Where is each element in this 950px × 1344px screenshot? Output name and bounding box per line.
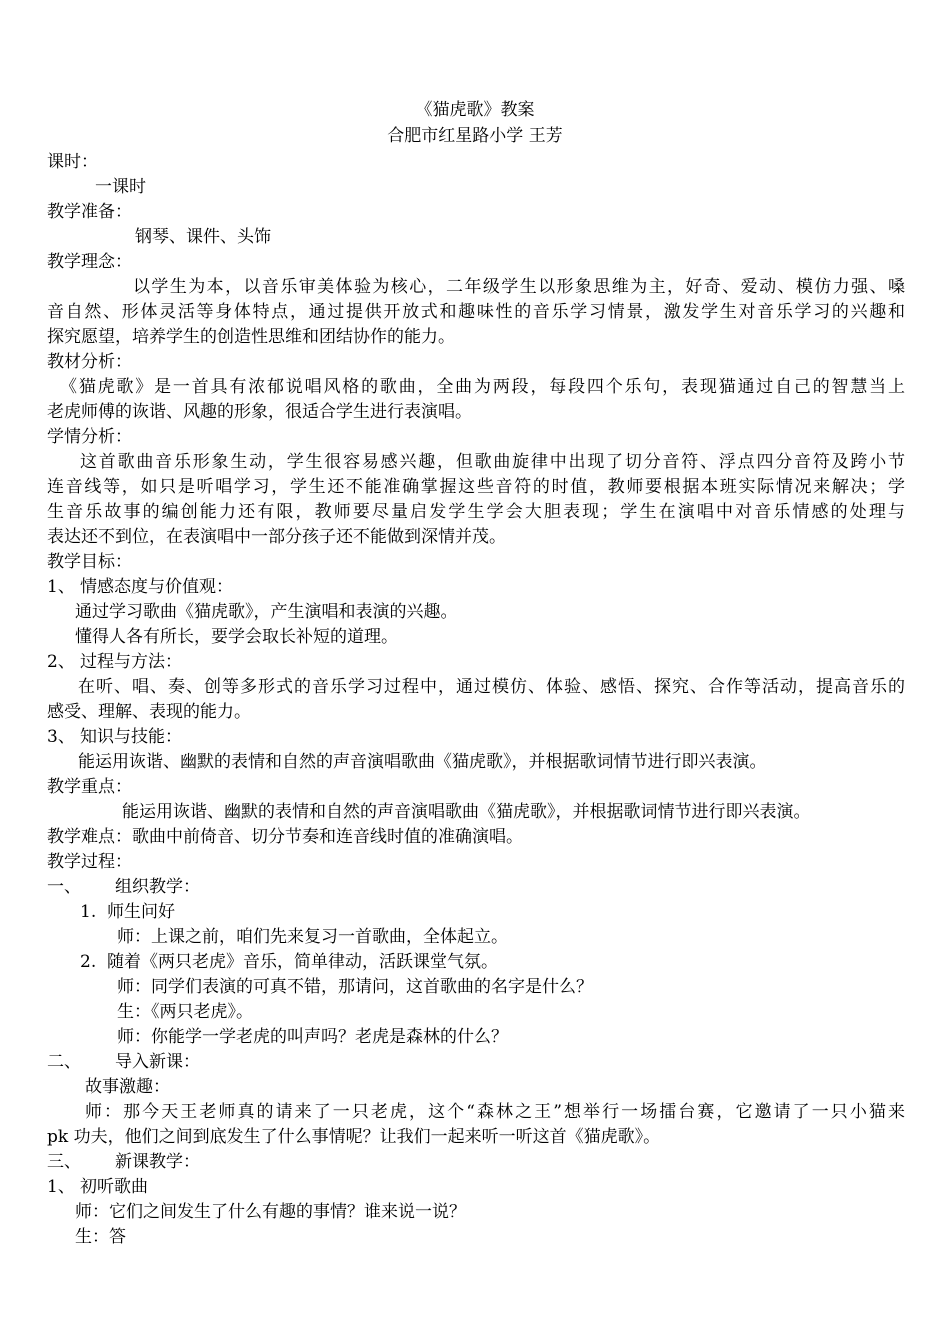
- section1-item1-text: 师生问好: [107, 902, 175, 922]
- section1-item1-line: 师：上课之前，咱们先来复习一首歌曲，全体起立。: [117, 927, 508, 947]
- prep-value: 钢琴、课件、头饰: [135, 227, 271, 247]
- section3-item1-number: 1、: [47, 1177, 75, 1197]
- goal1-title: 情感态度与价值观：: [80, 577, 233, 597]
- student-label: 学情分析：: [47, 427, 132, 447]
- lesson-time-value: 一课时: [95, 177, 146, 197]
- section1-item2-line: 师：同学们表演的可真不错，那请问，这首歌曲的名字是什么？: [117, 977, 593, 997]
- section3-item1-text: 初听歌曲: [80, 1177, 148, 1197]
- section3-title: 新课教学：: [115, 1152, 200, 1172]
- section3-line: 师：它们之间发生了什么有趣的事情？谁来说一说？: [75, 1202, 466, 1222]
- author-line: 合肥市红星路小学 王芳: [387, 126, 563, 146]
- concept-line: 以学生为本，以音乐审美体验为核心，二年级学生以形象思维为主，好奇、爱动、模仿力强、嗓: [133, 277, 905, 297]
- goal1-line: 通过学习歌曲《猫虎歌》，产生演唱和表演的兴趣。: [75, 602, 458, 622]
- section2-subtitle: 故事激趣：: [85, 1077, 170, 1097]
- concept-line: 探究愿望，培养学生的创造性思维和团结协作的能力。: [47, 327, 455, 347]
- process-label: 教学过程：: [47, 852, 132, 872]
- goal3-title: 知识与技能：: [80, 727, 182, 747]
- section1-item1-number: 1.: [80, 902, 97, 922]
- lesson-time-label: 课时：: [47, 152, 98, 172]
- concept-label: 教学理念：: [47, 252, 132, 272]
- section2-title: 导入新课：: [115, 1052, 200, 1072]
- section1-item2-number: 2.: [80, 952, 97, 972]
- key-point-label: 教学重点：: [47, 777, 132, 797]
- goal2-line: 感受、理解、表现的能力。: [47, 702, 251, 722]
- goal2-line: 在听、唱、奏、创等多形式的音乐学习过程中，通过模仿、体验、感悟、探究、合作等活动，提高音乐的: [78, 677, 905, 697]
- page-title: 《猫虎歌》教案: [415, 100, 535, 120]
- goal1-number: 1、: [47, 577, 75, 597]
- student-line: 连音线等，如只是听唱学习，学生还不能准确掌握这些音符的时值，教师要根据本班实际情况来解决；学: [47, 477, 905, 497]
- material-line: 《猫虎歌》是一首具有浓郁说唱风格的歌曲，全曲为两段，每段四个乐句，表现猫通过自己的智慧当上: [60, 377, 905, 397]
- concept-line: 音自然、形体灵活等身体特点，通过提供开放式和趣味性的音乐学习情景，激发学生对音乐学习的兴趣和: [47, 302, 905, 322]
- material-label: 教材分析：: [47, 352, 132, 372]
- goal2-number: 2、: [47, 652, 75, 672]
- key-point-value: 能运用诙谐、幽默的表情和自然的声音演唱歌曲《猫虎歌》，并根据歌词情节进行即兴表演。: [122, 802, 811, 822]
- section1-number: 一、: [47, 877, 81, 897]
- goal2-title: 过程与方法：: [80, 652, 182, 672]
- section2-number: 二、: [47, 1052, 81, 1072]
- section3-number: 三、: [47, 1152, 81, 1172]
- material-line: 老虎师傅的诙谐、风趣的形象，很适合学生进行表演唱。: [47, 402, 472, 422]
- prep-label: 教学准备：: [47, 202, 132, 222]
- section1-item2-line: 生：《两只老虎》。: [117, 1002, 253, 1022]
- goal1-line: 懂得人各有所长，要学会取长补短的道理。: [75, 627, 398, 647]
- student-line: 表达还不到位，在表演唱中一部分孩子还不能做到深情并茂。: [47, 527, 506, 547]
- student-line: 这首歌曲音乐形象生动，学生很容易感兴趣，但歌曲旋律中出现了切分音符、浮点四分音符及跨小节: [80, 452, 905, 472]
- section1-item2-text: 随着《两只老虎》音乐，简单律动，活跃课堂气氛。: [107, 952, 498, 972]
- section2-line: 师：那今天王老师真的请来了一只老虎，这个“森林之王”想举行一场擂台赛，它邀请了一只小猫来: [85, 1102, 905, 1122]
- section1-item2-line: 师：你能学一学老虎的叫声吗？老虎是森林的什么？: [117, 1027, 508, 1047]
- section3-line: 生：答: [75, 1227, 126, 1247]
- section2-line: pk 功夫，他们之间到底发生了什么事情呢？让我们一起来听一听这首《猫虎歌》。: [47, 1127, 661, 1147]
- goals-label: 教学目标：: [47, 552, 132, 572]
- difficult-point-line: 教学难点：歌曲中前倚音、切分节奏和连音线时值的准确演唱。: [47, 827, 523, 847]
- section1-title: 组织教学：: [115, 877, 200, 897]
- goal3-number: 3、: [47, 727, 75, 747]
- student-line: 生音乐故事的编创能力还有限，教师要尽量启发学生学会大胆表现；学生在演唱中对音乐情感的处理与: [47, 502, 905, 522]
- goal3-line: 能运用诙谐、幽默的表情和自然的声音演唱歌曲《猫虎歌》，并根据歌词情节进行即兴表演。: [78, 752, 767, 772]
